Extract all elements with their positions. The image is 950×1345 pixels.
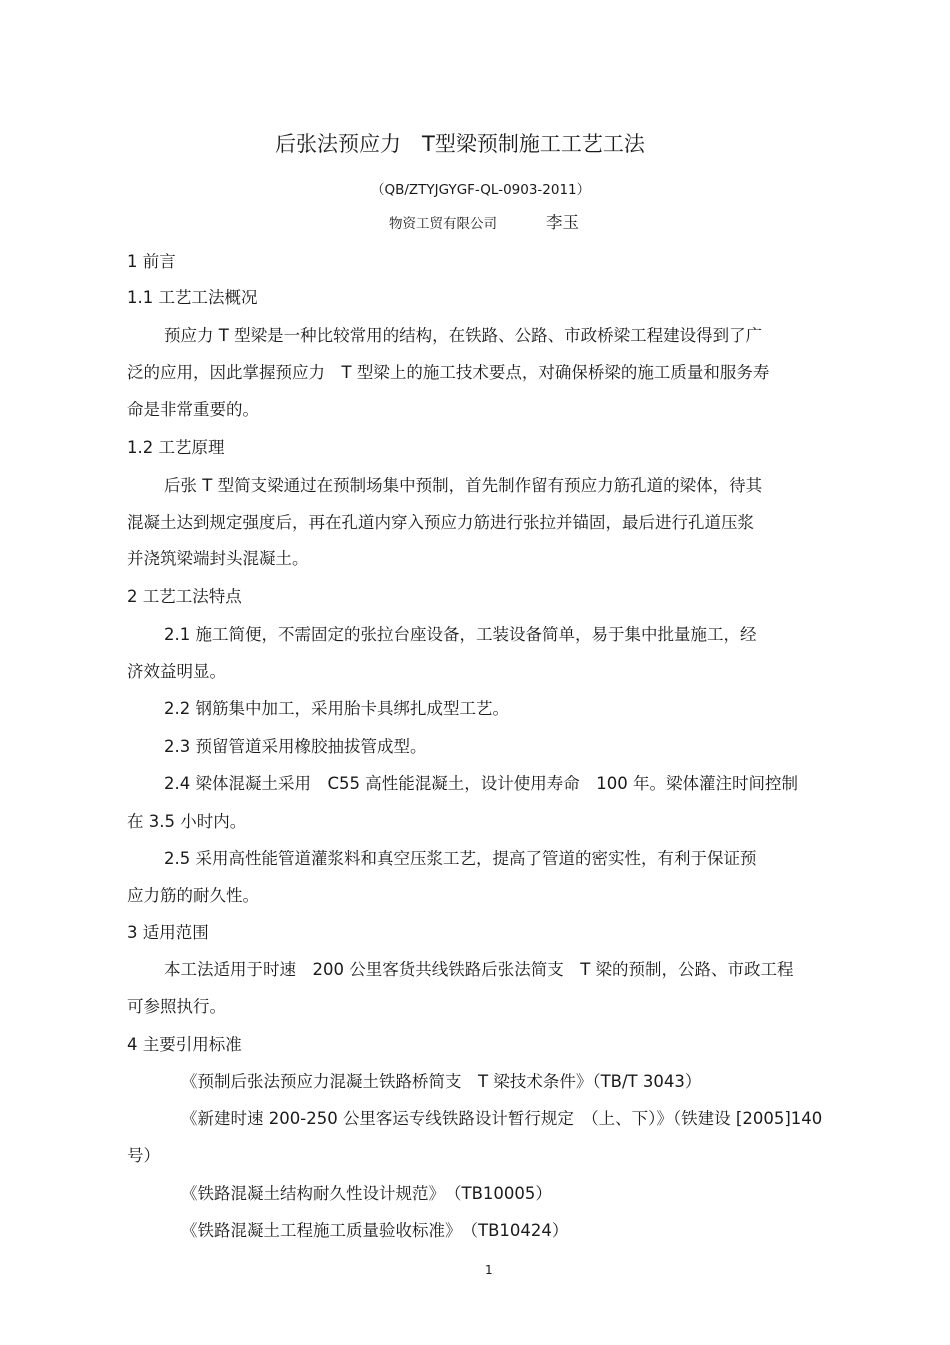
paragraph-line: 在 3.5 小时内。 <box>127 812 247 831</box>
reference-line: 《预制后张法预应力混凝土铁路桥简支 T 梁技术条件》（TB/T 3043） <box>181 1072 702 1091</box>
heading-3: 3 适用范围 <box>127 923 209 942</box>
paragraph-line: 命是非常重要的。 <box>127 400 259 419</box>
reference-line: 《铁路混凝土结构耐久性设计规范》 （TB10005） <box>181 1184 552 1203</box>
paragraph-line: 济效益明显。 <box>127 662 226 681</box>
paragraph-line: 应力筋的耐久性。 <box>127 886 259 905</box>
paragraph-line: 并浇筑梁端封头混凝土。 <box>127 549 309 568</box>
heading-1-1: 1.1 工艺工法概况 <box>127 288 258 307</box>
paragraph-line: 2.3 预留管道采用橡胶抽拔管成型。 <box>164 737 427 756</box>
paragraph-line: 2.5 采用高性能管道灌浆料和真空压浆工艺，提高了管道的密实性，有利于保证预 <box>164 849 757 868</box>
paragraph-line: 2.1 施工简便，不需固定的张拉台座设备，工装设备简单，易于集中批量施工，经 <box>164 625 757 644</box>
document-title: 后张法预应力 T型梁预制施工工艺工法 <box>275 132 645 156</box>
paragraph-line: 可参照执行。 <box>127 997 226 1016</box>
document-code: （QB/ZTYJGYGF-QL-0903-2011） <box>371 182 591 198</box>
organization-name: 物资工贸有限公司 <box>389 216 497 232</box>
paragraph-line: 2.2 钢筋集中加工，采用胎卡具绑扎成型工艺。 <box>164 699 509 718</box>
paragraph-line: 预应力 T 型梁是一种比较常用的结构，在铁路、公路、市政桥梁工程建设得到了广 <box>164 326 763 345</box>
paragraph-line: 2.4 梁体混凝土采用 C55 高性能混凝土，设计使用寿命 100 年。梁体灌注时间控制 <box>164 774 798 793</box>
heading-1-2: 1.2 工艺原理 <box>127 438 225 457</box>
heading-2: 2 工艺工法特点 <box>127 587 242 606</box>
paragraph-line: 混凝土达到规定强度后，再在孔道内穿入预应力筋进行张拉并锚固，最后进行孔道压浆 <box>127 513 754 532</box>
heading-1: 1 前言 <box>127 252 176 271</box>
heading-4: 4 主要引用标准 <box>127 1035 242 1054</box>
author-name: 李玉 <box>546 213 579 232</box>
paragraph-line: 泛的应用，因此掌握预应力 T 型梁上的施工技术要点，对确保桥梁的施工质量和服务寿 <box>127 363 770 382</box>
reference-line: 《新建时速 200-250 公里客运专线铁路设计暂行规定 （上、下）》（铁建设 [2005]140 <box>181 1109 823 1128</box>
paragraph-line: 本工法适用于时速 200 公里客货共线铁路后张法简支 T 梁的预制，公路、市政工程 <box>164 960 794 979</box>
paragraph-line: 后张 T 型简支梁通过在预制场集中预制，首先制作留有预应力筋孔道的梁体，待其 <box>164 476 763 495</box>
page-number: 1 <box>485 1263 493 1277</box>
reference-line: 《铁路混凝土工程施工质量验收标准》 （TB10424） <box>181 1221 569 1240</box>
reference-line: 号） <box>127 1146 160 1165</box>
